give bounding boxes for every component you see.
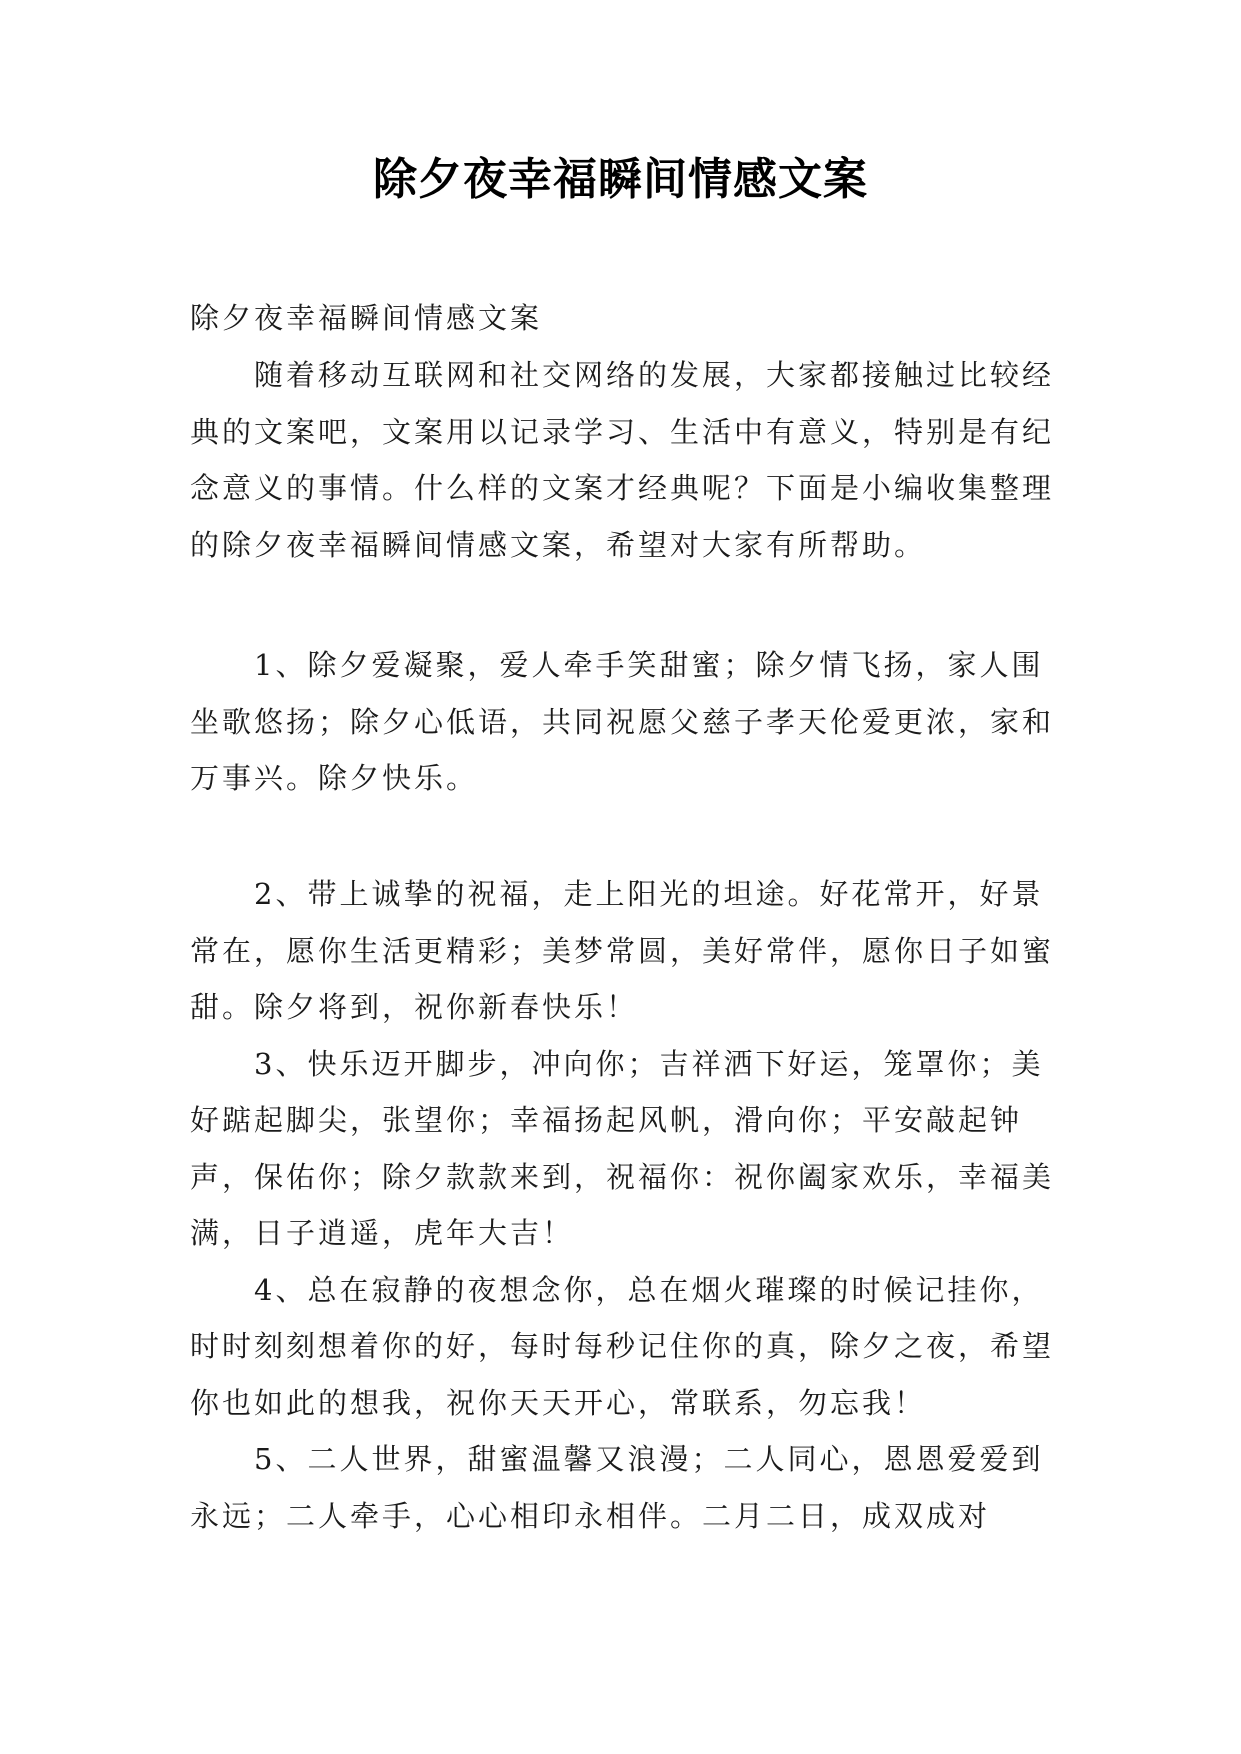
intro-text: 随着移动互联网和社交网络的发展，大家都接触过比较经典的文案吧，文案用以记录学习、生活中有意义，特别是有纪念意义的事情。什么样的文案才经典呢？下面是小编收集整理的除夕夜幸福瞬间情感文案，希望对大家有所帮助。 <box>190 358 1055 562</box>
list-item: 1、除夕爱凝聚，爱人牵手笑甜蜜；除夕情飞扬，家人围坐歌悠扬；除夕心低语，共同祝愿父慈子孝天伦爱更浓，家和万事兴。除夕快乐。 <box>190 648 1055 795</box>
list-item: 4、总在寂静的夜想念你，总在烟火璀璨的时候记挂你，时时刻刻想着你的好，每时每秒记住你的真，除夕之夜，希望你也如此的想我，祝你天天开心，常联系，勿忘我！ <box>190 1272 1055 1420</box>
intro-paragraph <box>190 347 1070 573</box>
document-subtitle: 除夕夜幸福瞬间情感文案 <box>190 301 543 335</box>
list-item: 2、带上诚挚的祝福，走上阳光的坦途。好花常开，好景常在，愿你生活更精彩；美梦常圆，美好常伴，愿你日子如蜜甜。除夕将到，祝你新春快乐！ <box>190 877 1055 1024</box>
items-list <box>190 866 1070 1544</box>
list-item: 3、快乐迈开脚步，冲向你；吉祥洒下好运，笼罩你；美好踮起脚尖，张望你；幸福扬起风帆，滑向你；平安敲起钟声，保佑你；除夕款款来到，祝福你：祝你阖家欢乐，幸福美满，日子逍遥，虎年大吉！ <box>190 1046 1055 1250</box>
page-title: 除夕夜幸福瞬间情感文案 <box>373 154 868 205</box>
item-paragraph-1 <box>190 637 1070 807</box>
list-item: 5、二人世界，甜蜜温馨又浪漫；二人同心，恩恩爱爱到永远；二人牵手，心心相印永相伴。二月二日，成双成对 <box>190 1442 1044 1533</box>
